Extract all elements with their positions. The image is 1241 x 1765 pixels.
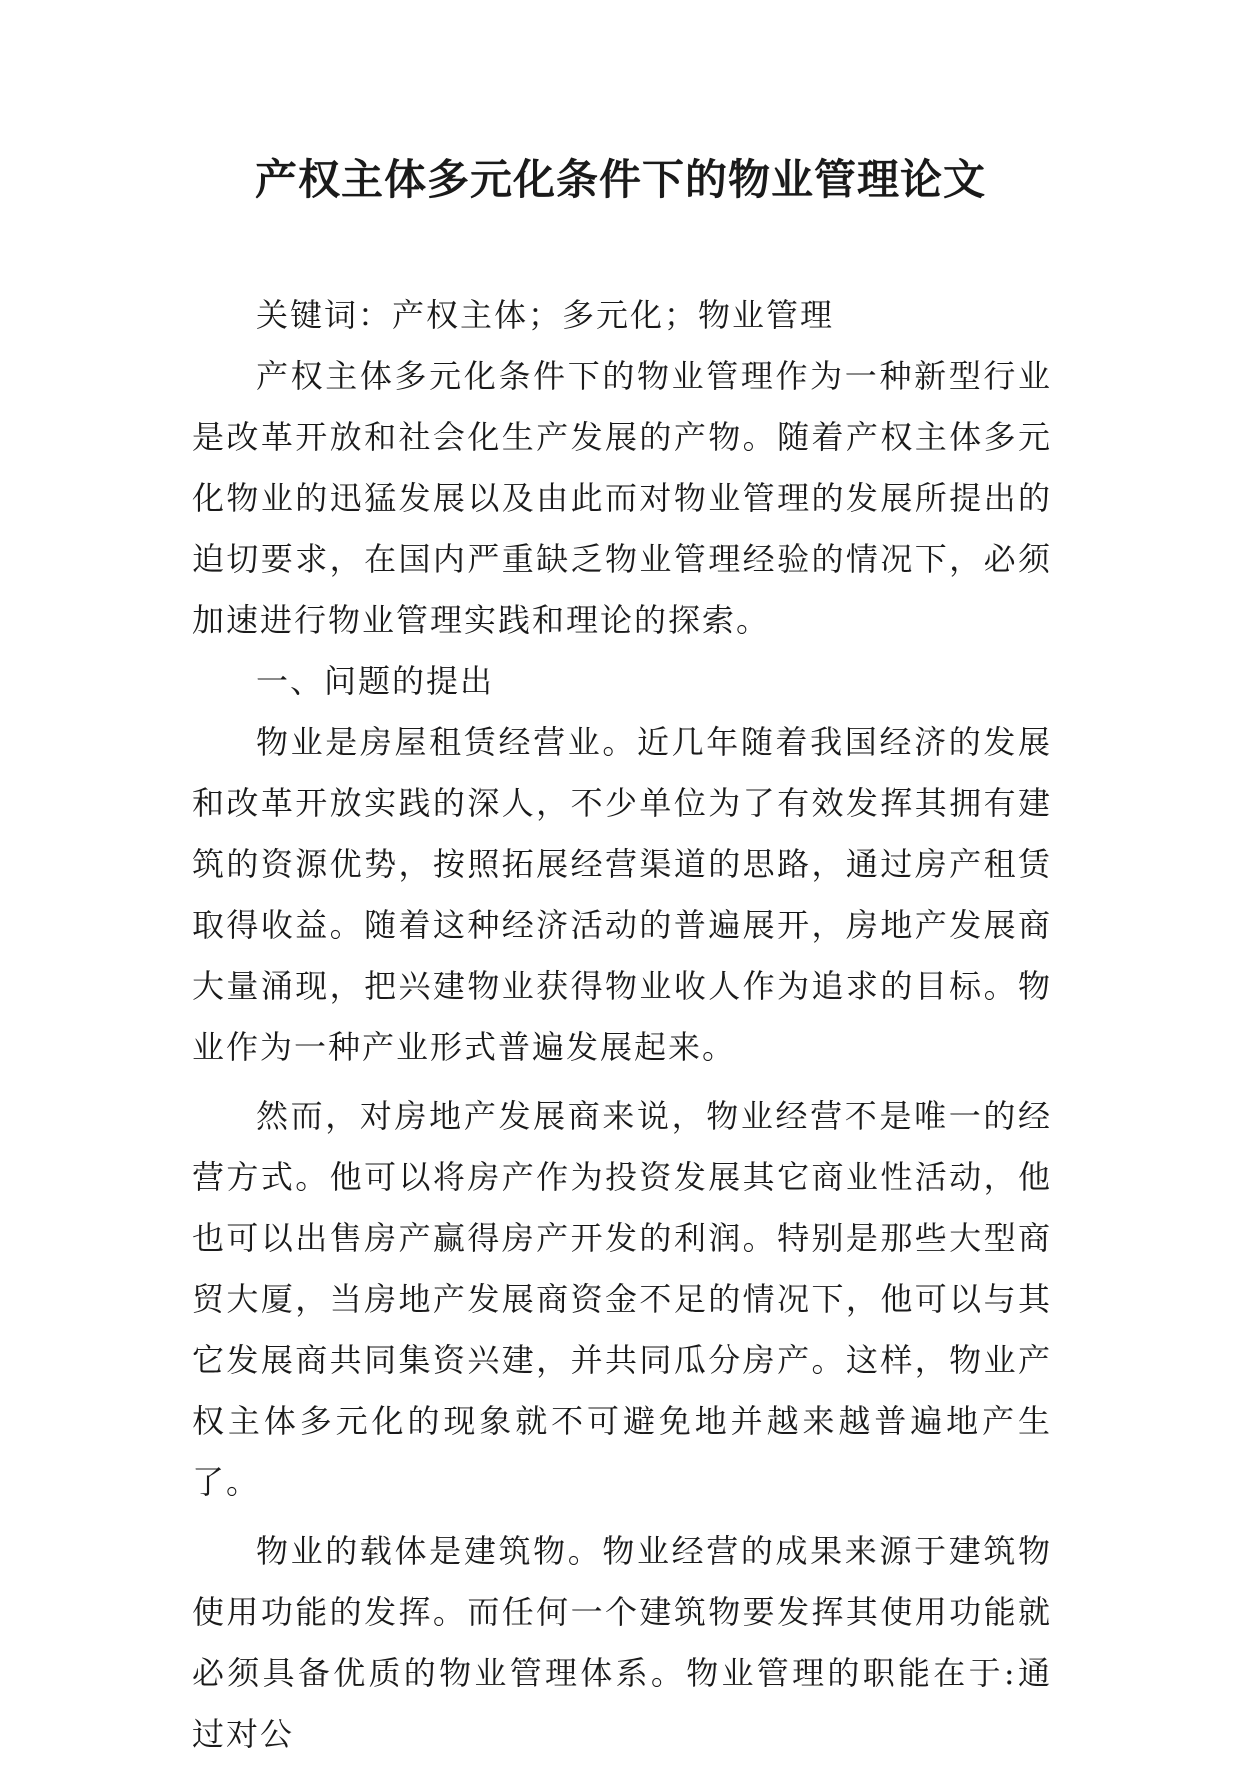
body-paragraph: 物业的载体是建筑物。物业经营的成果来源于建筑物使用功能的发挥。而任何一个建筑物要发挥其使用功能就必须具备优质的物业管理体系。物业管理的职能在于:通过对公 <box>192 1532 1052 1753</box>
section-heading: 一、问题的提出 <box>256 662 495 700</box>
document-body <box>192 285 1052 1765</box>
intro-paragraph: 产权主体多元化条件下的物业管理作为一种新型行业是改革开放和社会化生产发展的产物。随着产权主体多元化物业的迅猛发展以及由此而对物业管理的发展所提出的迫切要求，在国内严重缺乏物业管理经验的情况下，必须加速进行物业管理实践和理论的探索。 <box>192 357 1052 639</box>
document-title: 产权主体多元化条件下的物业管理论文 <box>254 155 986 204</box>
body-paragraph: 然而，对房地产发展商来说，物业经营不是唯一的经营方式。他可以将房产作为投资发展其它商业性活动，他也可以出售房产赢得房产开发的利润。特别是那些大型商贸大厦，当房地产发展商资金不足的情况下，他可以与其它发展商共同集资兴建，并共同瓜分房产。这样，物业产权主体多元化的现象就不可避免地并越来越普遍地产生了。 <box>192 1097 1052 1501</box>
keywords-line: 关键词：产权主体；多元化；物业管理 <box>256 296 835 334</box>
body-paragraph: 物业是房屋租赁经营业。近几年随着我国经济的发展和改革开放实践的深人，不少单位为了有效发挥其拥有建筑的资源优势，按照拓展经营渠道的思路，通过房产租赁取得收益。随着这种经济活动的普遍展开，房地产发展商大量涌现，把兴建物业获得物业收人作为追求的目标。物业作为一种产业形式普遍发展起来。 <box>192 723 1052 1066</box>
